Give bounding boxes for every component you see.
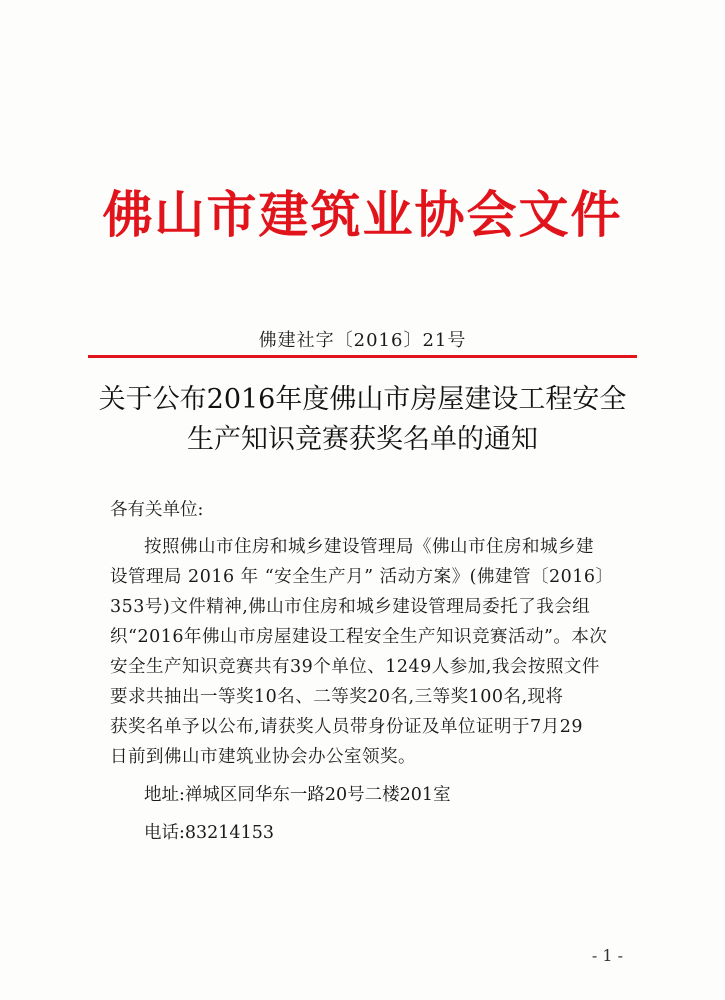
notice-title bbox=[80, 380, 645, 460]
address-line: 地址:禅城区同华东一路20号二楼201室 bbox=[144, 785, 451, 805]
paragraph-line: 安全生产知识竞赛共有39个单位、1249人参加,我会按照文件 bbox=[110, 657, 600, 677]
page-number: - 1 - bbox=[591, 946, 623, 965]
phone-line: 电话:83214153 bbox=[144, 823, 274, 843]
notice-title-line-1: 关于公布2016年度佛山市房屋建设工程安全 bbox=[98, 384, 627, 415]
paragraph-line: 353号)文件精神,佛山市住房和城乡建设管理局委托了我会组 bbox=[110, 597, 591, 617]
main-paragraph bbox=[110, 532, 622, 772]
paragraph-line: 设管理局 2016 年 “安全生产月” 活动方案》(佛建管〔2016〕 bbox=[110, 567, 614, 587]
notice-title-line-2: 生产知识竞赛获奖名单的通知 bbox=[187, 424, 538, 455]
red-divider-line bbox=[88, 355, 637, 358]
paragraph-line: 要求共抽出一等奖10名、二等奖20名,三等奖100名,现将 bbox=[110, 687, 564, 707]
paragraph-line: 按照佛山市住房和城乡建设管理局《佛山市住房和城乡建 bbox=[144, 537, 594, 557]
masthead-title: 佛山市建筑业协会文件 bbox=[102, 185, 623, 244]
paragraph-line: 获奖名单予以公布,请获奖人员带身份证及单位证明于7月29 bbox=[110, 717, 583, 737]
notice-body bbox=[110, 495, 622, 848]
document-number: 佛建社字〔2016〕21号 bbox=[258, 330, 467, 351]
paragraph-line: 织“2016年佛山市房屋建设工程安全生产知识竞赛活动”。本次 bbox=[110, 627, 608, 647]
salutation: 各有关单位: bbox=[110, 500, 204, 520]
paragraph-line: 日前到佛山市建筑业协会办公室领奖。 bbox=[110, 747, 416, 767]
